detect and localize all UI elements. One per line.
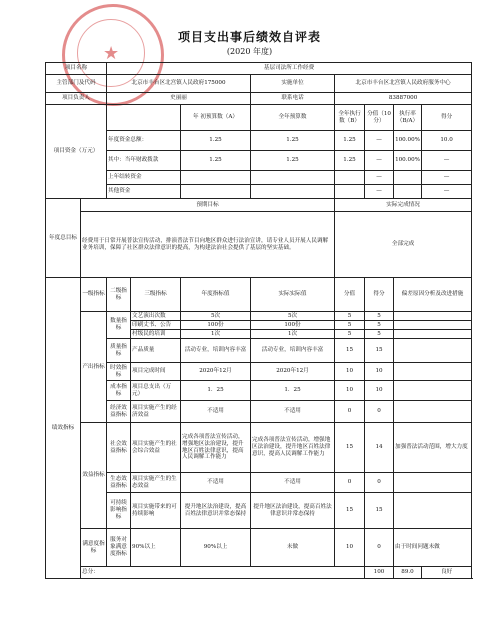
perf-actual-header: 实际实际值 xyxy=(251,278,335,312)
indicator-actual: 提升地区法治建设，提高百姓法律意识并常态保持 xyxy=(251,493,335,529)
indicator-score: 0 xyxy=(335,401,365,423)
indicator-target: 90%以上 xyxy=(181,529,251,567)
funds-row-rate xyxy=(394,171,422,185)
indicator-score: 10 xyxy=(335,363,365,381)
project-name-label: 项目名称 xyxy=(46,63,107,75)
quantity-label: 数量指标 xyxy=(107,312,131,339)
doc-year: (2020 年度) xyxy=(226,47,273,56)
funds-row-budget xyxy=(181,185,251,199)
funds-row-score: — xyxy=(365,131,394,151)
goal-expected: 经费用于日常开展普法宣传活动，排演普法节目向地区群众进行法治宣讲，请专业人员开展人民调解业务培训，保障了社区群众法律意识的提高，为构建法治社会提供了基层的坚实基础。 xyxy=(81,212,335,278)
funds-row-score: — xyxy=(365,171,394,185)
funds-blank-header xyxy=(107,105,181,131)
indicator-reason xyxy=(394,321,472,330)
phone-label: 联系电话 xyxy=(251,93,335,105)
funds-score-header: 分值（10分） xyxy=(365,105,394,131)
funds-row-exec: 1.25 xyxy=(335,131,365,151)
indicator-score: 10 xyxy=(335,529,365,567)
indicator-reason xyxy=(394,330,472,339)
indicator-actual: 不适用 xyxy=(251,401,335,423)
indicator-name: 印刷丈书、公告 xyxy=(131,321,181,330)
econ-label: 经济效益指标 xyxy=(107,401,131,423)
indicator-name: 90%以上 xyxy=(131,529,181,567)
indicator-target: 完成各项普法宣传活动，增强地区法治建设，提升地区百姓法律意识，提高人民调解工作能力 xyxy=(181,423,251,473)
goal-actual-header: 实际完成情况 xyxy=(335,199,472,212)
funds-rate-header: 执行率（B/A） xyxy=(394,105,422,131)
indicator-reason xyxy=(394,363,472,381)
total-label: 总分： xyxy=(81,567,365,579)
funds-budget-header: 年 初预算数（A） xyxy=(181,105,251,131)
funds-row-budget xyxy=(181,171,251,185)
indicator-target: 不适用 xyxy=(181,473,251,493)
indicator-name: 项目总支出（万元） xyxy=(131,381,181,401)
timeliness-label: 时效指标 xyxy=(107,363,131,381)
indicator-actual: 活动专业，培训内容丰富 xyxy=(251,339,335,363)
funds-row-get: — xyxy=(422,171,472,185)
indicator-actual: 完成各项普法宣传活动，增强地区法治建设，提升地区百姓法律意识，提高人民调解工作能力 xyxy=(251,423,335,473)
indicator-score: 15 xyxy=(335,339,365,363)
unit-label: 实施单位 xyxy=(251,75,335,93)
indicator-name: 项目实施产生的社会综合效益 xyxy=(131,423,181,473)
indicator-get: 0 xyxy=(365,473,394,493)
indicator-get: 5 xyxy=(365,312,394,321)
funds-get-header: 得分 xyxy=(422,105,472,131)
indicator-score: 0 xyxy=(335,473,365,493)
doc-title: 项目支出事后绩效自评表 xyxy=(177,30,321,44)
funds-row-name: 年度资金总额： xyxy=(107,131,181,151)
perf-score-header: 分值 xyxy=(335,278,365,312)
indicator-score: 10 xyxy=(335,381,365,401)
funds-row-get: 10.0 xyxy=(422,131,472,151)
indicator-reason xyxy=(394,312,472,321)
total-score: 100 xyxy=(365,567,394,579)
indicator-name: 项目实施带来的可持续影响 xyxy=(131,493,181,529)
funds-row-exec: 1.25 xyxy=(335,151,365,171)
funds-label: 项目资金（万元） xyxy=(46,105,107,199)
indicator-reason xyxy=(394,401,472,423)
indicator-actual: 未做 xyxy=(251,529,335,567)
funds-row-name: 其他资金 xyxy=(107,185,181,199)
indicator-get: 5 xyxy=(365,330,394,339)
indicator-actual: 100份 xyxy=(251,321,335,330)
goal-actual: 全部完成 xyxy=(335,212,472,278)
funds-row-exec xyxy=(335,185,365,199)
total-get: 89.0 xyxy=(394,567,422,579)
indicator-name: 项目实施产生的经济效益 xyxy=(131,401,181,423)
indicator-get: 5 xyxy=(365,321,394,330)
total-grade: 良好 xyxy=(422,567,472,579)
perf-get-header: 得分 xyxy=(365,278,394,312)
indicator-name: 项目完成时间 xyxy=(131,363,181,381)
phone-value: 83887000 xyxy=(335,93,472,105)
indicator-score: 5 xyxy=(335,312,365,321)
funds-row-exec xyxy=(335,171,365,185)
funds-row-rate xyxy=(394,185,422,199)
perf-target-header: 年度指标值 xyxy=(181,278,251,312)
indicator-score: 5 xyxy=(335,321,365,330)
indicator-reason: 由于时间问题未做 xyxy=(394,529,472,567)
goal-expected-header: 预期目标 xyxy=(81,199,335,212)
funds-row-full xyxy=(251,171,335,185)
perf-h2: 二级指标 xyxy=(107,278,131,312)
indicator-target: 1．25 xyxy=(181,381,251,401)
perf-label: 绩效指标 xyxy=(46,278,81,579)
funds-row-score: — xyxy=(365,185,394,199)
perf-h3: 三级指标 xyxy=(131,278,181,312)
indicator-actual: 1．25 xyxy=(251,381,335,401)
goal-label: 年度总目标 xyxy=(46,199,81,278)
indicator-name: 村级民的培训 xyxy=(131,330,181,339)
indicator-target: 2020年12月 xyxy=(181,363,251,381)
indicator-reason xyxy=(394,339,472,363)
indicator-name: 产品质量 xyxy=(131,339,181,363)
indicator-score: 15 xyxy=(335,493,365,529)
funds-row-score: — xyxy=(365,151,394,171)
indicator-reason: 加强普法活动范围，增大力度 xyxy=(394,423,472,473)
perf-reason-header: 偏差原因分析及改进措施 xyxy=(394,278,472,312)
client-satisfaction-label: 服务对象满意度指标 xyxy=(107,529,131,567)
benefit-label: 效益指标 xyxy=(81,423,107,529)
indicator-get: 0 xyxy=(365,401,394,423)
social-label: 社会效益指标 xyxy=(107,423,131,473)
quality-label: 质量指标 xyxy=(107,339,131,363)
indicator-get: 10 xyxy=(365,363,394,381)
indicator-get: 15 xyxy=(365,493,394,529)
indicator-get: 0 xyxy=(365,529,394,567)
funds-row-name: 上年结转资金 xyxy=(107,171,181,185)
project-name: 基层司法所工作经费 xyxy=(107,63,472,75)
sustain-label: 可持续影响指标 xyxy=(107,493,131,529)
perf-h1: 一级指标 xyxy=(81,278,107,312)
funds-row-rate: 100.00% xyxy=(394,151,422,171)
evaluation-table xyxy=(45,62,472,579)
indicator-target: 5次 xyxy=(181,312,251,321)
funds-exec-header: 全年执行数（B） xyxy=(335,105,365,131)
indicator-name: 项目实施产生的生态效益 xyxy=(131,473,181,493)
indicator-target: 1次 xyxy=(181,330,251,339)
indicator-score: 5 xyxy=(335,330,365,339)
indicator-actual: 2020年12月 xyxy=(251,363,335,381)
unit-value: 北京市丰台区北宫镇人民政府服务中心 xyxy=(335,75,472,93)
funds-row-rate: 100.00% xyxy=(394,131,422,151)
funds-row-full: 1.25 xyxy=(251,151,335,171)
indicator-actual: 1次 xyxy=(251,330,335,339)
funds-row-full: 1.25 xyxy=(251,131,335,151)
funds-row-budget: 1.25 xyxy=(181,151,251,171)
funds-full-header: 全年预算数 xyxy=(251,105,335,131)
indicator-reason xyxy=(394,473,472,493)
indicator-get: 10 xyxy=(365,381,394,401)
funds-row-get: — xyxy=(422,151,472,171)
seal-star-icon: ★ xyxy=(103,43,120,64)
indicator-score: 15 xyxy=(335,423,365,473)
leader-value: 史丽丽 xyxy=(107,93,251,105)
funds-row-get: — xyxy=(422,185,472,199)
dept-value: 北京市丰台区北宫镇人民政府175000 xyxy=(107,75,251,93)
leader-label: 项目负责人 xyxy=(46,93,107,105)
indicator-actual: 不适用 xyxy=(251,473,335,493)
indicator-reason xyxy=(394,381,472,401)
satisfaction-label: 满意度指标 xyxy=(81,529,107,567)
indicator-get: 15 xyxy=(365,339,394,363)
indicator-target: 活动专业，培训内容丰富 xyxy=(181,339,251,363)
funds-row-budget: 1.25 xyxy=(181,131,251,151)
output-label: 产出指标 xyxy=(81,312,107,423)
funds-row-name: 其中：当年财政拨款 xyxy=(107,151,181,171)
indicator-target: 不适用 xyxy=(181,401,251,423)
funds-row-full xyxy=(251,185,335,199)
indicator-actual: 5次 xyxy=(251,312,335,321)
cost-label: 成本指标 xyxy=(107,381,131,401)
indicator-get: 14 xyxy=(365,423,394,473)
indicator-name: 文艺演出次数 xyxy=(131,312,181,321)
dept-label: 主管部门及代码 xyxy=(46,75,107,93)
indicator-target: 提升地区法治建设，提高百姓法律意识并常态保持 xyxy=(181,493,251,529)
indicator-reason xyxy=(394,493,472,529)
eco-label: 生态效益指标 xyxy=(107,473,131,493)
indicator-target: 100份 xyxy=(181,321,251,330)
